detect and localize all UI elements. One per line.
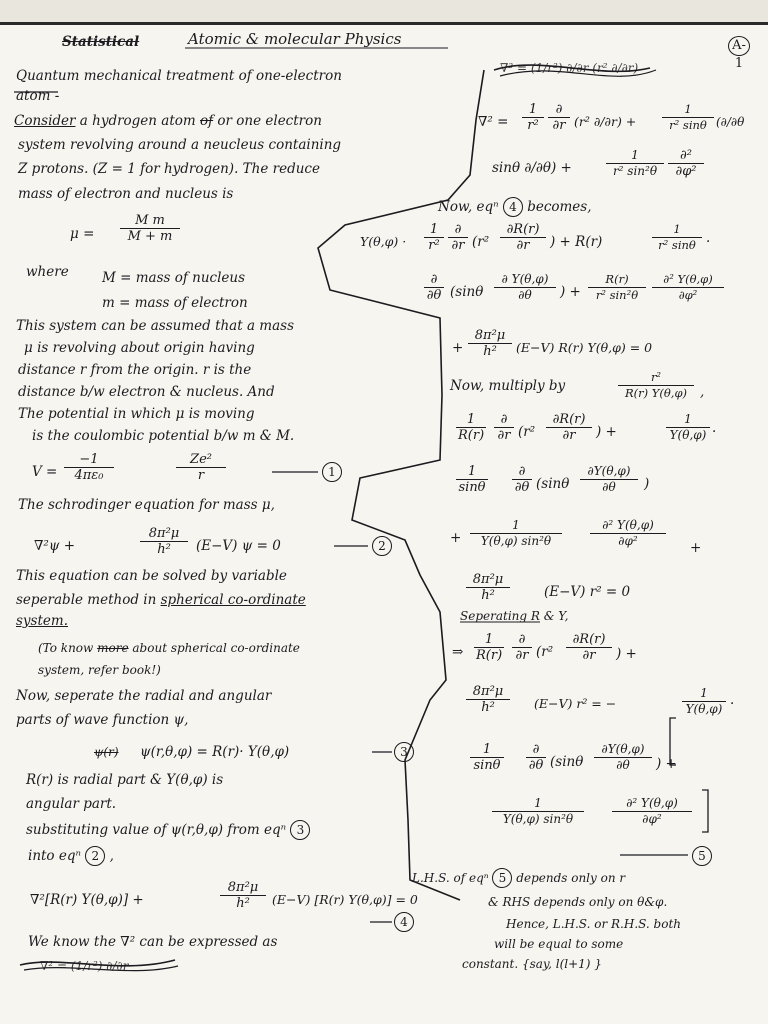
potential-f2-den: r — [197, 468, 205, 483]
m1-frac1 — [456, 412, 486, 443]
now-ref-4: 4 — [503, 197, 523, 217]
m1-f3-den: ∂r — [562, 428, 576, 443]
e1-f1-den: r² — [428, 238, 440, 253]
note-line2: system, refer book!) — [38, 663, 161, 677]
separation-equation: ψ(r,θ,φ) = R(r)· Y(θ,φ) — [140, 744, 290, 760]
e1-c: ) + R(r) — [550, 234, 603, 250]
page-title: Atomic & molecular Physics — [188, 30, 402, 48]
struck-psi: ψ(r) — [94, 745, 119, 759]
eq4-rhs: (E−V) [R(r) Y(θ,φ)] = 0 — [272, 892, 418, 907]
e1-f3-num: ∂R(r) — [500, 222, 546, 238]
p6-ref-2: 2 — [85, 846, 105, 866]
schrodinger-f-num: 8π²μ — [140, 526, 188, 542]
p5-line1: R(r) is radial part & Y(θ,φ) is — [26, 772, 224, 788]
e2-f3-num: R(r) — [588, 272, 646, 288]
s3-f2-den: ∂θ — [528, 758, 544, 773]
eq4-f-den: h² — [236, 896, 250, 911]
s3-f1-den: sinθ — [473, 758, 501, 773]
m4-f-den: h² — [481, 588, 495, 603]
s3-frac3 — [594, 742, 652, 773]
now-eq: Now, eqⁿ — [438, 199, 499, 215]
lap-end: (∂/∂θ — [716, 115, 745, 129]
lap2-frac — [606, 148, 664, 179]
p3-line3: system. — [16, 613, 68, 629]
equation-number-1: 1 — [322, 462, 342, 482]
m4-a: (E−V) r² = 0 — [544, 584, 631, 600]
s1-frac1 — [474, 632, 504, 663]
e2-frac4 — [652, 272, 724, 303]
e1-b: (r² — [472, 234, 490, 250]
s1-f2-num: ∂ — [512, 632, 532, 648]
lap-f3-num: 1 — [662, 102, 714, 118]
p6-line2b: , — [109, 848, 114, 864]
e2-f4-num: ∂² Y(θ,φ) — [652, 272, 724, 288]
s4-frac2 — [612, 796, 692, 827]
schrodinger-lhs: ∇²ψ + — [34, 538, 76, 554]
m3-f2-den: ∂φ² — [618, 534, 638, 548]
s4-f2-num: ∂² Y(θ,φ) — [612, 796, 692, 812]
equation-number-5: 5 — [692, 846, 712, 866]
conclusion-2: & RHS depends only on θ&φ. — [488, 895, 668, 909]
laplacian-lhs: ∇² = — [478, 114, 509, 130]
m1-f1-num: 1 — [456, 412, 486, 428]
note-struck: more — [97, 641, 129, 655]
struck-laplacian-scribble: ∇² = (1/r²) ∂/∂r (r² ∂/∂r) — [500, 61, 639, 75]
lap-mid: (r² ∂/∂r) + — [574, 114, 637, 129]
s2-f-num: 8π²μ — [466, 684, 510, 700]
p5-line2: angular part. — [26, 796, 117, 812]
potential-f1-den: 4πε₀ — [74, 468, 104, 483]
lap2-frac-2 — [668, 148, 704, 179]
m2-f3-num: ∂Y(θ,φ) — [580, 464, 638, 480]
s2-a: (E−V) r² = − — [534, 696, 617, 711]
p2-line1: This system can be assumed that a mass — [16, 318, 294, 334]
s1-a: (r² — [536, 644, 554, 660]
m2-f1-num: 1 — [456, 464, 488, 480]
potential-f2-num: Ze² — [176, 452, 226, 468]
s1-arrow: ⇒ — [452, 644, 464, 660]
bottom-scribble: ∇² = (1/r²) ∂/∂r — [40, 959, 129, 973]
eq4-frac — [220, 880, 266, 911]
p1-line3: Z protons. (Z = 1 for hydrogen). The reduce — [18, 161, 320, 177]
p1-line4: mass of electron and nucleus is — [18, 186, 234, 202]
e1-a: Y(θ,φ) · — [360, 234, 407, 249]
m1-f3-num: ∂R(r) — [546, 412, 592, 428]
p2-line3: distance r from the origin. r is the — [18, 362, 252, 378]
reduced-mass-lhs: μ = — [70, 226, 95, 242]
e2-f1-den: ∂θ — [426, 288, 442, 303]
struck-header-word: Statistical — [62, 34, 140, 50]
s4-f1-num: 1 — [492, 796, 584, 812]
p1-text: a hydrogen atom — [79, 113, 196, 129]
s3-a: (sinθ — [550, 754, 584, 770]
s2-frac2 — [682, 686, 726, 717]
p1-text-c: or one electron — [217, 113, 322, 129]
e1-frac2 — [448, 222, 468, 253]
e1-f1-num: 1 — [424, 222, 444, 238]
where-M: M = mass of nucleus — [102, 270, 246, 286]
lap-frac-2 — [548, 102, 570, 133]
p4-line2: parts of wave function ψ, — [16, 712, 189, 728]
e3-b: (E−V) R(r) Y(θ,φ) = 0 — [516, 340, 653, 355]
conclusion-1a: L.H.S. of eqⁿ — [412, 871, 489, 885]
section-heading: Quantum mechanical treatment of one-electron — [16, 68, 342, 84]
s3-frac1 — [470, 742, 504, 773]
p7-text: We know the ∇² can be expressed as — [28, 934, 278, 950]
m2-frac3 — [580, 464, 638, 495]
s2-f2-den: Y(θ,φ) — [685, 702, 723, 716]
e2-frac3 — [588, 272, 646, 303]
e1-frac4 — [652, 222, 702, 253]
s3-f1-num: 1 — [470, 742, 504, 758]
mult-f-num: r² — [618, 370, 694, 386]
e2-a: (sinθ — [450, 284, 484, 300]
m1-f4-den: Y(θ,φ) — [669, 428, 707, 442]
m3-f1-num: 1 — [470, 518, 562, 534]
eq4-lhs: ∇²[R(r) Y(θ,φ)] + — [30, 892, 144, 908]
s4-f1-den: Y(θ,φ) sin²θ — [502, 812, 574, 826]
m2-frac1 — [456, 464, 488, 495]
s1-f3-num: ∂R(r) — [566, 632, 612, 648]
e1-f4-den: r² sinθ — [658, 238, 696, 252]
m2-f2-num: ∂ — [512, 464, 532, 480]
lap-frac-3 — [662, 102, 714, 133]
m2-b: ) — [644, 476, 650, 492]
p4-line1: Now, seperate the radial and angular — [16, 688, 272, 704]
p3-line2a: seperable method in — [16, 592, 157, 608]
m1-f2-den: ∂r — [497, 428, 511, 443]
lap2-a: sinθ ∂/∂θ) + — [492, 160, 572, 176]
s2-dot: · — [730, 696, 735, 712]
s3-b: ) + — [656, 756, 677, 772]
m3-a: + — [450, 530, 462, 546]
lap-f2-den: ∂r — [552, 118, 566, 133]
s1-f2-den: ∂r — [515, 648, 529, 663]
s1-f3-den: ∂r — [582, 648, 596, 663]
m1-frac3 — [546, 412, 592, 443]
m4-f-num: 8π²μ — [466, 572, 510, 588]
potential-frac-1 — [64, 452, 114, 483]
lap-f3-den: r² sinθ — [669, 118, 707, 132]
m2-a: (sinθ — [536, 476, 570, 492]
p2-line2: μ is revolving about origin having — [24, 340, 255, 356]
m3-b: + — [690, 540, 702, 556]
m1-frac2 — [494, 412, 514, 443]
mult-comma: , — [700, 384, 705, 400]
p6-line2a: into eqⁿ — [28, 848, 81, 864]
e2-f1-num: ∂ — [424, 272, 444, 288]
m3-f1-den: Y(θ,φ) sin²θ — [480, 534, 552, 548]
equation-number-2: 2 — [372, 536, 392, 556]
lap-f2-num: ∂ — [548, 102, 570, 118]
potential-frac-2 — [176, 452, 226, 483]
e3-f-den: h² — [483, 344, 497, 359]
s1-f1-den: R(r) — [476, 648, 503, 663]
reduced-mass-fraction — [120, 213, 180, 244]
m3-f2-num: ∂² Y(θ,φ) — [590, 518, 666, 534]
e3-frac — [468, 328, 512, 359]
conclusion-ref-5: 5 — [492, 868, 512, 888]
m3-frac1 — [470, 518, 562, 549]
m4-frac — [466, 572, 510, 603]
s4-f2-den: ∂φ² — [642, 812, 662, 826]
m2-f2-den: ∂θ — [514, 480, 530, 495]
potential-lhs: V = — [32, 464, 58, 480]
s2-f-den: h² — [481, 700, 495, 715]
mult-a: Now, multiply by — [450, 378, 566, 394]
section-heading-2: atom - — [16, 88, 60, 104]
e1-dot: · — [706, 234, 711, 250]
s2-frac — [466, 684, 510, 715]
s1-f1-num: 1 — [474, 632, 504, 648]
m2-f3-den: ∂θ — [602, 480, 616, 494]
lap2-f2-num: ∂² — [668, 148, 704, 164]
where-label: where — [26, 264, 69, 280]
p1-line2: system revolving around a neucleus containing — [18, 137, 342, 153]
e2-frac1 — [424, 272, 444, 303]
mult-f-den: R(r) Y(θ,φ) — [625, 386, 687, 400]
s2-f2-num: 1 — [682, 686, 726, 702]
e1-f4-num: 1 — [652, 222, 702, 238]
s3-frac2 — [526, 742, 546, 773]
schrodinger-text: The schrodinger equation for mass μ, — [18, 497, 275, 513]
reduced-mass-num: M m — [120, 213, 180, 229]
lap2-f-den: r² sin²θ — [612, 164, 658, 178]
e2-f3-den: r² sin²θ — [595, 288, 639, 302]
m1-frac4 — [666, 412, 710, 443]
m1-a: (r² — [518, 424, 536, 440]
m2-f1-den: sinθ — [458, 480, 486, 495]
m1-f2-num: ∂ — [494, 412, 514, 428]
potential-f1-num: −1 — [64, 452, 114, 468]
mult-frac — [618, 370, 694, 401]
s3-f3-num: ∂Y(θ,φ) — [594, 742, 652, 758]
note-a: (To know — [38, 641, 94, 655]
conclusion-5: constant. {say, l(l+1) } — [462, 957, 602, 971]
separating-label: Seperating R & Y, — [460, 609, 569, 623]
p2-line5: The potential in which μ is moving — [18, 406, 255, 422]
conclusion-3: Hence, L.H.S. or R.H.S. both — [506, 917, 682, 931]
p6-ref-3: 3 — [290, 820, 310, 840]
e2-f2-num: ∂ Y(θ,φ) — [494, 272, 556, 288]
lap2-f-num: 1 — [606, 148, 664, 164]
reduced-mass-den: M + m — [127, 229, 173, 244]
consider-word: Consider — [14, 113, 76, 129]
s1-frac3 — [566, 632, 612, 663]
equation-number-3: 3 — [394, 742, 414, 762]
conclusion-1b: depends only on r — [516, 871, 626, 885]
e2-frac2 — [494, 272, 556, 303]
lap-f1-num: 1 — [522, 102, 544, 118]
e1-frac3 — [500, 222, 546, 253]
e3-f-num: 8π²μ — [468, 328, 512, 344]
m1-f1-den: R(r) — [458, 428, 485, 443]
p2-line6: is the coulombic potential b/w m & M. — [32, 428, 295, 444]
page-number: A-1 — [728, 36, 750, 56]
schrodinger-f-den: h² — [157, 542, 171, 557]
bracket-right — [702, 790, 708, 832]
m1-f4-num: 1 — [666, 412, 710, 428]
schrodinger-rhs: (E−V) ψ = 0 — [196, 538, 281, 554]
s4-frac1 — [492, 796, 584, 827]
lap-frac-1 — [522, 102, 544, 133]
e1-frac1 — [424, 222, 444, 253]
m2-frac2 — [512, 464, 532, 495]
conclusion-4: will be equal to some — [494, 937, 624, 951]
s1-b: ) + — [616, 646, 637, 662]
m1-b: ) + — [596, 424, 617, 440]
e2-f2-den: ∂θ — [518, 288, 532, 302]
struck-of: of — [199, 113, 214, 129]
s3-f2-num: ∂ — [526, 742, 546, 758]
where-m: m = mass of electron — [102, 295, 248, 311]
e1-f2-den: ∂r — [451, 238, 465, 253]
e2-b: ) + — [560, 284, 581, 300]
note-b: about spherical co-ordinate — [132, 641, 300, 655]
m3-frac2 — [590, 518, 666, 549]
m1-dot: · — [712, 424, 717, 440]
lap-f1-den: r² — [527, 118, 539, 133]
p3-line1: This equation can be solved by variable — [16, 568, 287, 584]
e3-a: + — [452, 340, 464, 356]
schrodinger-frac — [140, 526, 188, 557]
e1-f2-num: ∂ — [448, 222, 468, 238]
now-becomes: becomes, — [527, 199, 592, 215]
e1-f3-den: ∂r — [516, 238, 530, 253]
equation-number-4: 4 — [394, 912, 414, 932]
lap2-f2-den: ∂φ² — [675, 164, 697, 179]
p3-line2b: spherical co-ordinate — [160, 592, 306, 608]
s1-frac2 — [512, 632, 532, 663]
eq4-f-num: 8π²μ — [220, 880, 266, 896]
p2-line4: distance b/w electron & nucleus. And — [18, 384, 275, 400]
p6-line1: substituting value of ψ(r,θ,φ) from eqⁿ — [26, 822, 287, 838]
e2-f4-den: ∂φ² — [678, 288, 698, 302]
s3-f3-den: ∂θ — [616, 758, 630, 772]
